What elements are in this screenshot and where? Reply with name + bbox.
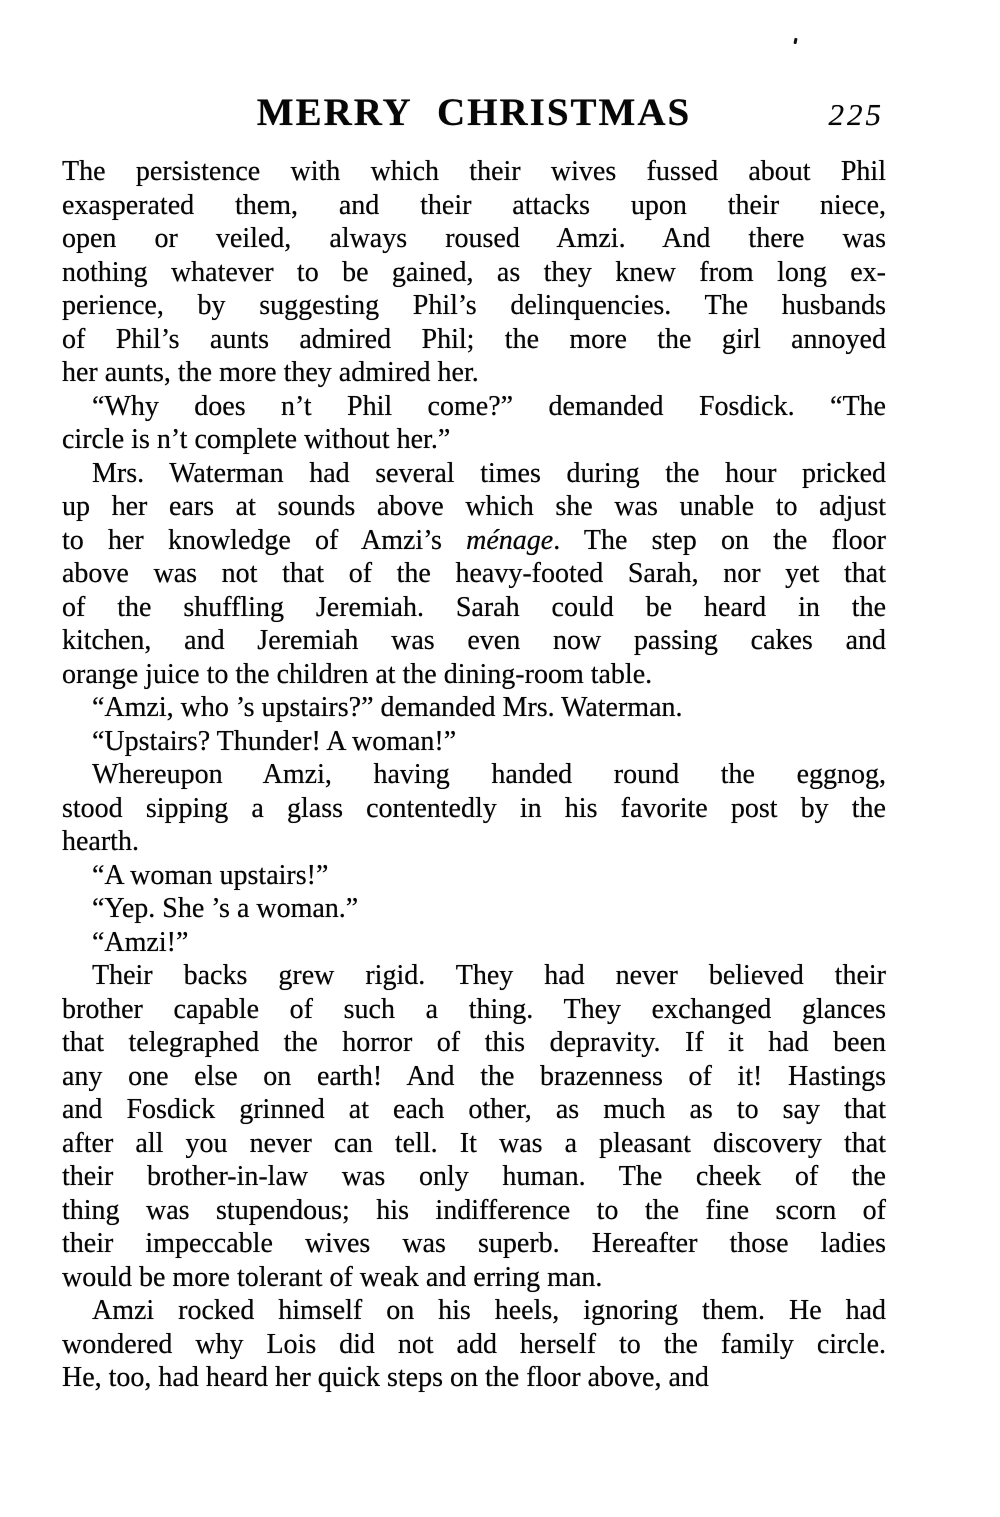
text-line: Whereupon Amzi, having handed round the eggnog, bbox=[92, 759, 886, 790]
text-line: their impeccable wives was superb. Hereafter those ladies bbox=[62, 1228, 886, 1259]
paragraph bbox=[62, 758, 886, 859]
text-line: perience, by suggesting Phil’s delinquencies. The husbands bbox=[62, 290, 886, 321]
text-line: above was not that of the heavy-footed Sarah, nor yet that bbox=[62, 558, 886, 589]
text-line: of the shuffling Jeremiah. Sarah could be heard in the bbox=[62, 591, 886, 623]
text-line: and Fosdick grinned at each other, as much as to say that bbox=[62, 1094, 886, 1125]
text-line: open or veiled, always roused Amzi. And there was bbox=[62, 223, 886, 254]
text-line: “Yep. She ’s a woman.” bbox=[92, 893, 359, 924]
text-line: kitchen, and Jeremiah was even now passing cakes and bbox=[62, 625, 886, 656]
text-line: Amzi rocked himself on his heels, ignoring them. He had bbox=[92, 1295, 886, 1326]
text-line: orange juice to the children at the dining-room table. bbox=[62, 658, 653, 690]
text-line: her aunts, the more they admired her. bbox=[62, 357, 479, 388]
paragraph bbox=[62, 691, 886, 725]
text-line: exasperated them, and their attacks upon their niece, bbox=[62, 189, 886, 221]
page-header bbox=[62, 92, 886, 134]
running-head-title: MERRY CHRISTMAS bbox=[256, 91, 692, 134]
text-line: “A woman upstairs!” bbox=[92, 859, 329, 891]
paragraph bbox=[62, 390, 886, 457]
text-line: of Phil’s aunts admired Phil; the more the girl annoyed bbox=[62, 323, 886, 355]
text-line: up her ears at sounds above which she was unable to adjust bbox=[62, 491, 886, 522]
text-line: hearth. bbox=[62, 826, 139, 857]
text-line: “Upstairs? Thunder! A woman!” bbox=[92, 725, 457, 757]
text-line: after all you never can tell. It was a pleasant discovery that bbox=[62, 1127, 886, 1159]
italic-text: ménage bbox=[466, 524, 554, 556]
text-line: any one else on earth! And the brazenness of it! Hastings bbox=[62, 1060, 886, 1092]
text-line: that telegraphed the horror of this depravity. If it had been bbox=[62, 1027, 886, 1058]
text-line: He, too, had heard her quick steps on the floor above, and bbox=[62, 1362, 709, 1393]
text-line: thing was stupendous; his indifference to the fine scorn of bbox=[62, 1194, 886, 1226]
page-body bbox=[62, 155, 886, 1395]
text-line: “Why does n’t Phil come?” demanded Fosdick. “The bbox=[92, 390, 886, 422]
page-number: 225 bbox=[828, 97, 884, 132]
paragraph bbox=[62, 959, 886, 1294]
text-line: Mrs. Waterman had several times during the hour pricked bbox=[92, 457, 886, 489]
paragraph bbox=[62, 892, 886, 926]
text-line: “Amzi, who ’s upstairs?” demanded Mrs. Waterman. bbox=[92, 692, 683, 723]
paragraph bbox=[62, 457, 886, 692]
text-line: The persistence with which their wives fussed about Phil bbox=[62, 156, 886, 187]
text-line: stood sipping a glass contentedly in his favorite post by the bbox=[62, 792, 886, 824]
text-line: “Amzi!” bbox=[92, 926, 189, 958]
paragraph bbox=[62, 926, 886, 960]
text-line: brother capable of such a thing. They exchanged glances bbox=[62, 993, 886, 1025]
paragraph bbox=[62, 155, 886, 390]
text-line: to her knowledge of Amzi’s ménage. The step on the floor bbox=[62, 524, 886, 556]
text-line: their brother-in-law was only human. The cheek of the bbox=[62, 1161, 886, 1192]
paragraph bbox=[62, 725, 886, 759]
scan-artifact bbox=[793, 38, 797, 44]
text-line: wondered why Lois did not add herself to the family circle. bbox=[62, 1328, 886, 1360]
paragraph bbox=[62, 1294, 886, 1395]
text-line: would be more tolerant of weak and erring man. bbox=[62, 1261, 603, 1293]
text-line: Their backs grew rigid. They had never believed their bbox=[92, 960, 886, 991]
text-line: nothing whatever to be gained, as they knew from long ex- bbox=[62, 256, 886, 288]
paragraph bbox=[62, 859, 886, 893]
text-line: circle is n’t complete without her.” bbox=[62, 424, 451, 455]
